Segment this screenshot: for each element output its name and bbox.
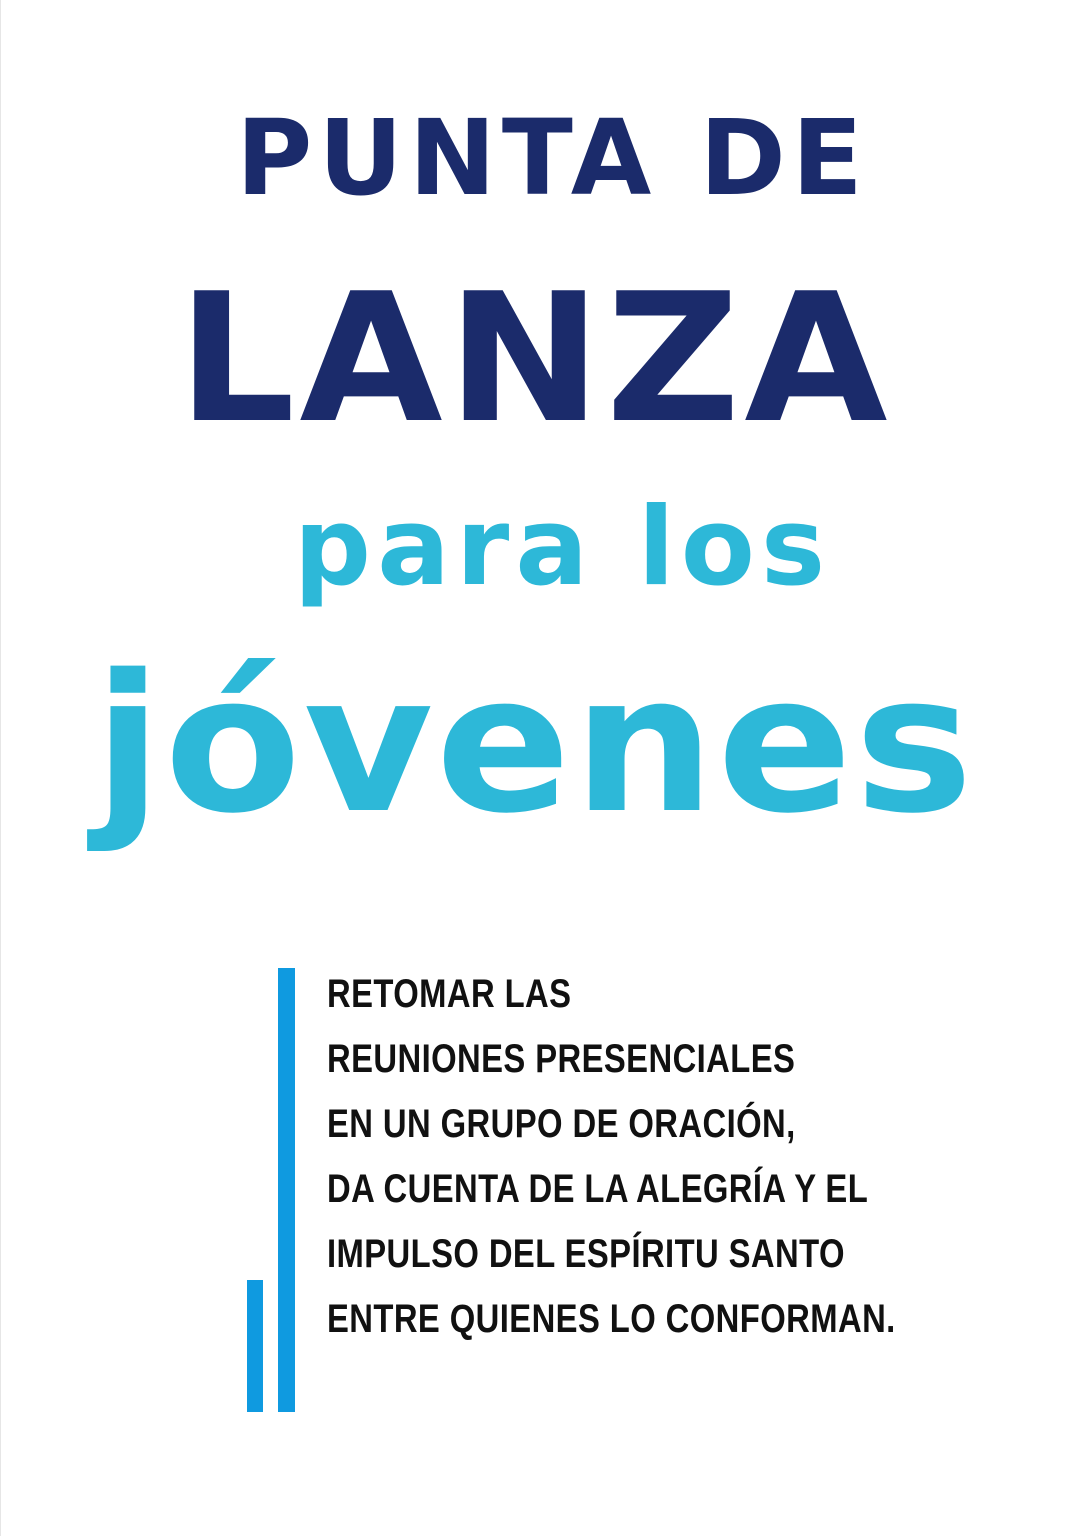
title-line-para-los: para los [293,485,832,610]
body-line: RETOMAR LAS [327,972,572,1016]
title-line-jovenes: jóvenes [93,634,976,855]
body-line: DA CUENTA DE LA ALEGRÍA Y EL [327,1167,869,1211]
body-line: REUNIONES PRESENCIALES [327,1037,796,1081]
decorative-bar-short [247,1280,263,1412]
title-line-punta-de: PUNTA DE [236,97,869,219]
decorative-bar-tall [278,968,295,1412]
body-line: ENTRE QUIENES LO CONFORMAN. [327,1297,896,1341]
title-line-lanza: LANZA [177,255,892,462]
body-line: IMPULSO DEL ESPÍRITU SANTO [327,1232,845,1276]
body-line: EN UN GRUPO DE ORACIÓN, [327,1102,796,1146]
body-paragraph [327,962,1047,1352]
